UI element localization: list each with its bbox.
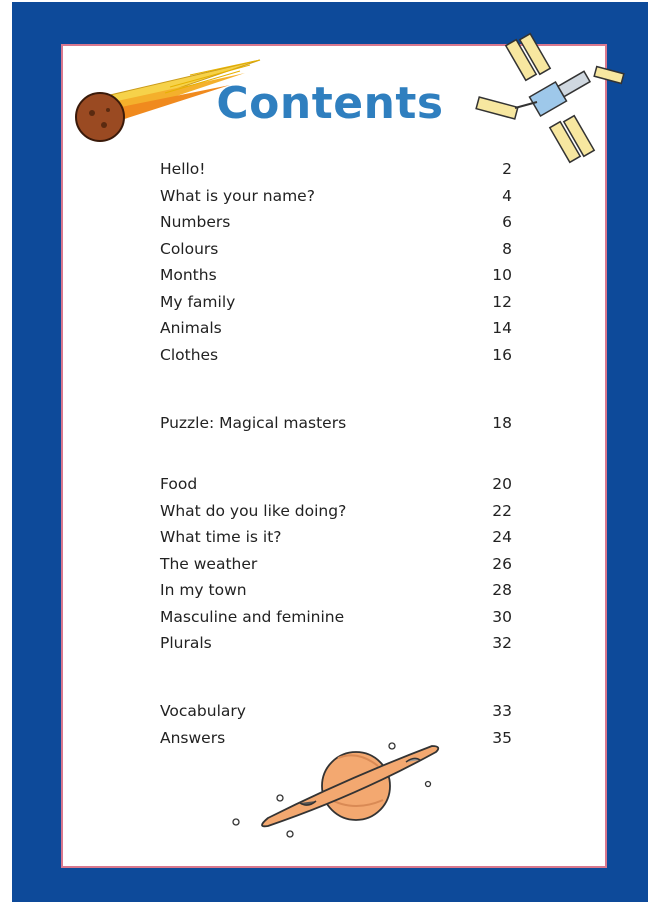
entry-page: 30	[492, 608, 512, 626]
entry-page: 20	[492, 475, 512, 493]
entry-page: 28	[492, 581, 512, 599]
page-title: Contents	[216, 78, 444, 129]
entry-page: 6	[502, 213, 512, 231]
entry-label: Masculine and feminine	[160, 608, 345, 626]
entry-page: 32	[492, 634, 512, 652]
list-item[interactable]	[160, 472, 512, 496]
entry-label: Food	[160, 475, 198, 493]
entry-page: 4	[502, 187, 512, 205]
list-item[interactable]	[160, 578, 512, 602]
entry-label: Plurals	[160, 634, 212, 652]
entry-label: Months	[160, 266, 217, 284]
planet-icon	[228, 738, 448, 840]
entry-label: What do you like doing?	[160, 502, 347, 520]
entry-page: 8	[502, 240, 512, 258]
list-item[interactable]	[160, 552, 512, 576]
entry-label: Colours	[160, 240, 219, 258]
list-item[interactable]	[160, 499, 512, 523]
list-item[interactable]	[160, 699, 512, 723]
entry-page: 24	[492, 528, 512, 546]
entry-page: 18	[492, 414, 512, 432]
entry-page: 33	[492, 702, 512, 720]
list-item[interactable]	[160, 525, 512, 549]
entry-label: What time is it?	[160, 528, 282, 546]
entry-label: Clothes	[160, 346, 219, 364]
list-item[interactable]	[160, 237, 512, 261]
entry-label: Vocabulary	[160, 702, 246, 720]
list-item[interactable]	[160, 290, 512, 314]
satellite-icon	[475, 30, 627, 170]
list-item[interactable]	[160, 605, 512, 629]
list-item[interactable]	[160, 210, 512, 234]
entry-page: 12	[492, 293, 512, 311]
entry-label: In my town	[160, 581, 247, 599]
entry-page: 22	[492, 502, 512, 520]
entry-page: 2	[502, 160, 512, 178]
list-item[interactable]	[160, 343, 512, 367]
list-item[interactable]	[160, 631, 512, 655]
entry-page: 26	[492, 555, 512, 573]
list-item[interactable]	[160, 184, 512, 208]
list-item[interactable]	[160, 316, 512, 340]
entry-page: 16	[492, 346, 512, 364]
entry-label: Animals	[160, 319, 222, 337]
entry-label: The weather	[160, 555, 258, 573]
entry-label: Numbers	[160, 213, 231, 231]
entry-page: 14	[492, 319, 512, 337]
entry-label: What is your name?	[160, 187, 315, 205]
entry-page: 35	[492, 729, 512, 747]
list-item[interactable]	[160, 157, 512, 181]
entry-label: Hello!	[160, 160, 206, 178]
entry-label: Answers	[160, 729, 226, 747]
entry-page: 10	[492, 266, 512, 284]
list-item[interactable]	[160, 263, 512, 287]
list-item[interactable]	[160, 411, 512, 435]
entry-label: Puzzle: Magical masters	[160, 414, 347, 432]
entry-label: My family	[160, 293, 236, 311]
